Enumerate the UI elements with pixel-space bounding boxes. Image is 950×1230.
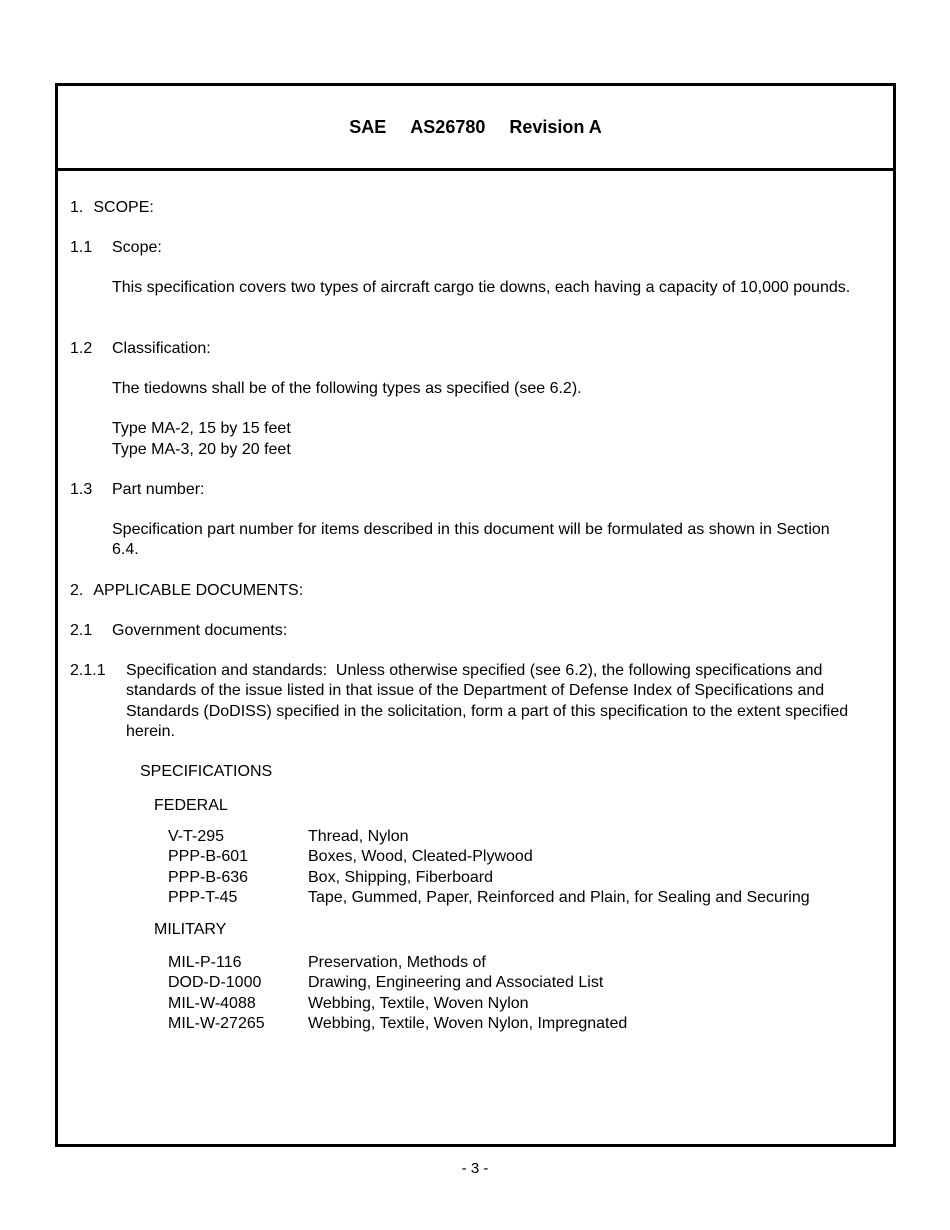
section-1-heading: 1. SCOPE: <box>70 199 154 216</box>
list-item: MIL-W-4088 Webbing, Textile, Woven Nylon <box>168 994 529 1012</box>
header-revision: Revision A <box>509 116 602 137</box>
section-2-1-1-body: Specification and standards: Unless otherwise specified (see 6.2), the following specifications and standards of the issue listed in that issue of the Department of Defense Index of Specifications and Standards (DoDISS) specified in the solicitation, form a part of this specification to the extent specified herein. <box>126 662 853 741</box>
section-2-1-1-number: 2.1.1 <box>70 662 106 679</box>
section-1-2-title: Classification: <box>112 340 211 357</box>
federal-heading: FEDERAL <box>154 797 228 814</box>
header-doc-number: AS26780 <box>410 116 486 137</box>
section-1-1-number: 1.1 <box>70 239 93 256</box>
section-1-3-body: Specification part number for items described in this document will be formulated as shown in Section 6.4. <box>112 521 830 559</box>
list-item: MIL-P-116 Preservation, Methods of <box>168 954 486 971</box>
type-ma-2: Type MA-2, 15 by 15 feet <box>112 420 291 437</box>
section-2-1-title: Government documents: <box>112 622 288 639</box>
section-1-2-body: The tiedowns shall be of the following types as specified (see 6.2). <box>112 380 582 397</box>
military-heading: MILITARY <box>154 921 227 938</box>
list-item: DOD-D-1000 Drawing, Engineering and Associated List <box>168 974 604 992</box>
section-1-1-title: Scope: <box>112 239 162 256</box>
federal-list <box>0 827 950 909</box>
list-item: V-T-295 Thread, Nylon <box>168 828 409 845</box>
section-1-2-number: 1.2 <box>70 340 93 357</box>
section-2-1-number: 2.1 <box>70 622 93 639</box>
section-1-3-title: Part number: <box>112 481 205 498</box>
specifications-heading: SPECIFICATIONS <box>140 763 273 780</box>
header-org: SAE <box>349 116 387 137</box>
list-item: MIL-W-27265 Webbing, Textile, Woven Nylon, Impregnated <box>168 1015 628 1033</box>
document-header <box>58 86 893 171</box>
section-1-1-body: This specification covers two types of aircraft cargo tie downs, each having a capacity of 10,000 pounds. <box>112 279 851 296</box>
section-1-3-number: 1.3 <box>70 481 93 498</box>
page-number: - 3 - <box>461 1160 489 1177</box>
type-ma-3: Type MA-3, 20 by 20 feet <box>112 441 291 458</box>
list-item: PPP-B-636 Box, Shipping, Fiberboard <box>168 868 493 886</box>
list-item: PPP-T-45 Tape, Gummed, Paper, Reinforced and Plain, for Sealing and Securing <box>168 889 810 907</box>
list-item: PPP-B-601 Boxes, Wood, Cleated-Plywood <box>168 848 533 866</box>
military-list <box>0 953 950 1035</box>
section-2-heading: 2. APPLICABLE DOCUMENTS: <box>70 582 304 599</box>
